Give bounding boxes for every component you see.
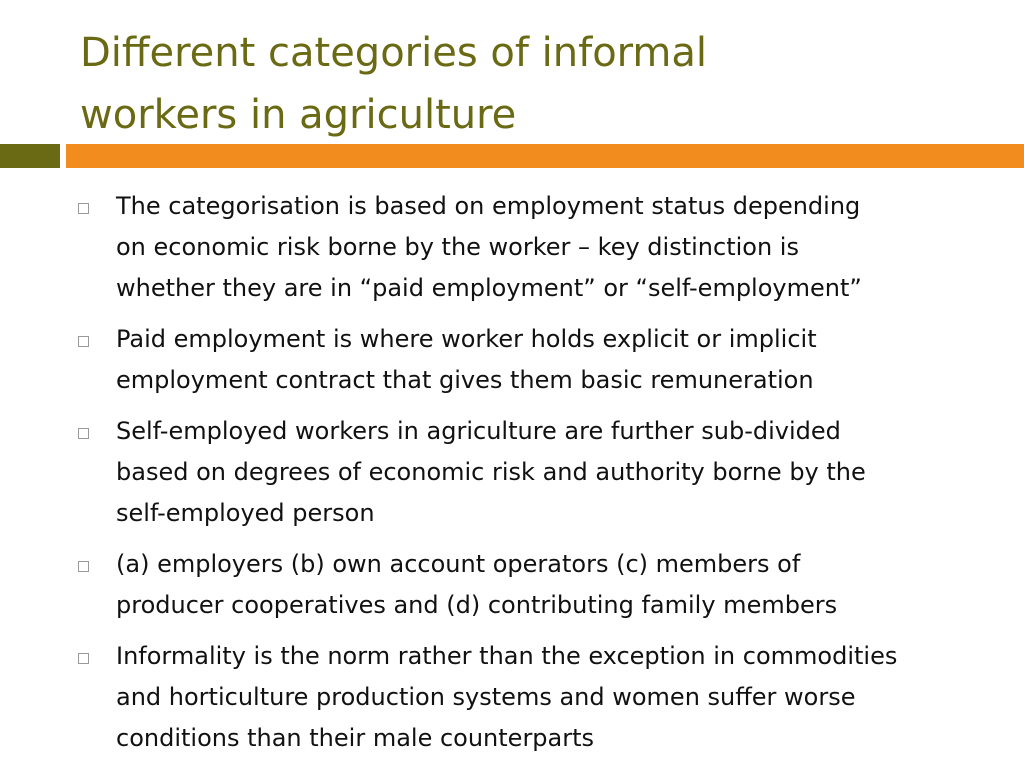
bullet-4-line-1: (a) employers (b) own account operators (c) members of [116,550,801,578]
slide-title-line-2: workers in agriculture [80,92,517,138]
bullet-5-line-1: Informality is the norm rather than the exception in commodities [116,642,898,670]
bullet-3-line-2: based on degrees of economic risk and authority borne by the [116,458,866,486]
bullet-text-2 [116,319,996,401]
bullet-2-line-2: employment contract that gives them basic remuneration [116,366,814,394]
slide-title [80,22,980,146]
slide-title-line-1: Different categories of informal [80,30,708,76]
bullet-3-line-3: self-employed person [116,499,375,527]
bullet-3-line-1: Self-employed workers in agriculture are further sub-divided [116,417,841,445]
title-rule-orange [66,144,1024,168]
bullet-2-line-1: Paid employment is where worker holds explicit or implicit [116,325,817,353]
square-bullet-icon [78,336,89,347]
bullet-text-5 [116,636,996,759]
bullet-text-3 [116,411,996,534]
bullet-5-line-3: conditions than their male counterparts [116,724,595,752]
square-bullet-icon [78,428,89,439]
square-bullet-icon [78,203,89,214]
bullet-text-1 [116,186,996,309]
bullet-1-line-1: The categorisation is based on employment status depending [116,192,861,220]
bullet-text-4 [116,544,996,626]
bullet-4-line-2: producer cooperatives and (d) contributing family members [116,591,838,619]
bullet-1-line-2: on economic risk borne by the worker – key distinction is [116,233,799,261]
title-rule-olive [0,144,60,168]
bullet-1-line-3: whether they are in “paid employment” or “self-employment” [116,274,862,302]
bullet-5-line-2: and horticulture production systems and women suffer worse [116,683,856,711]
square-bullet-icon [78,653,89,664]
square-bullet-icon [78,561,89,572]
